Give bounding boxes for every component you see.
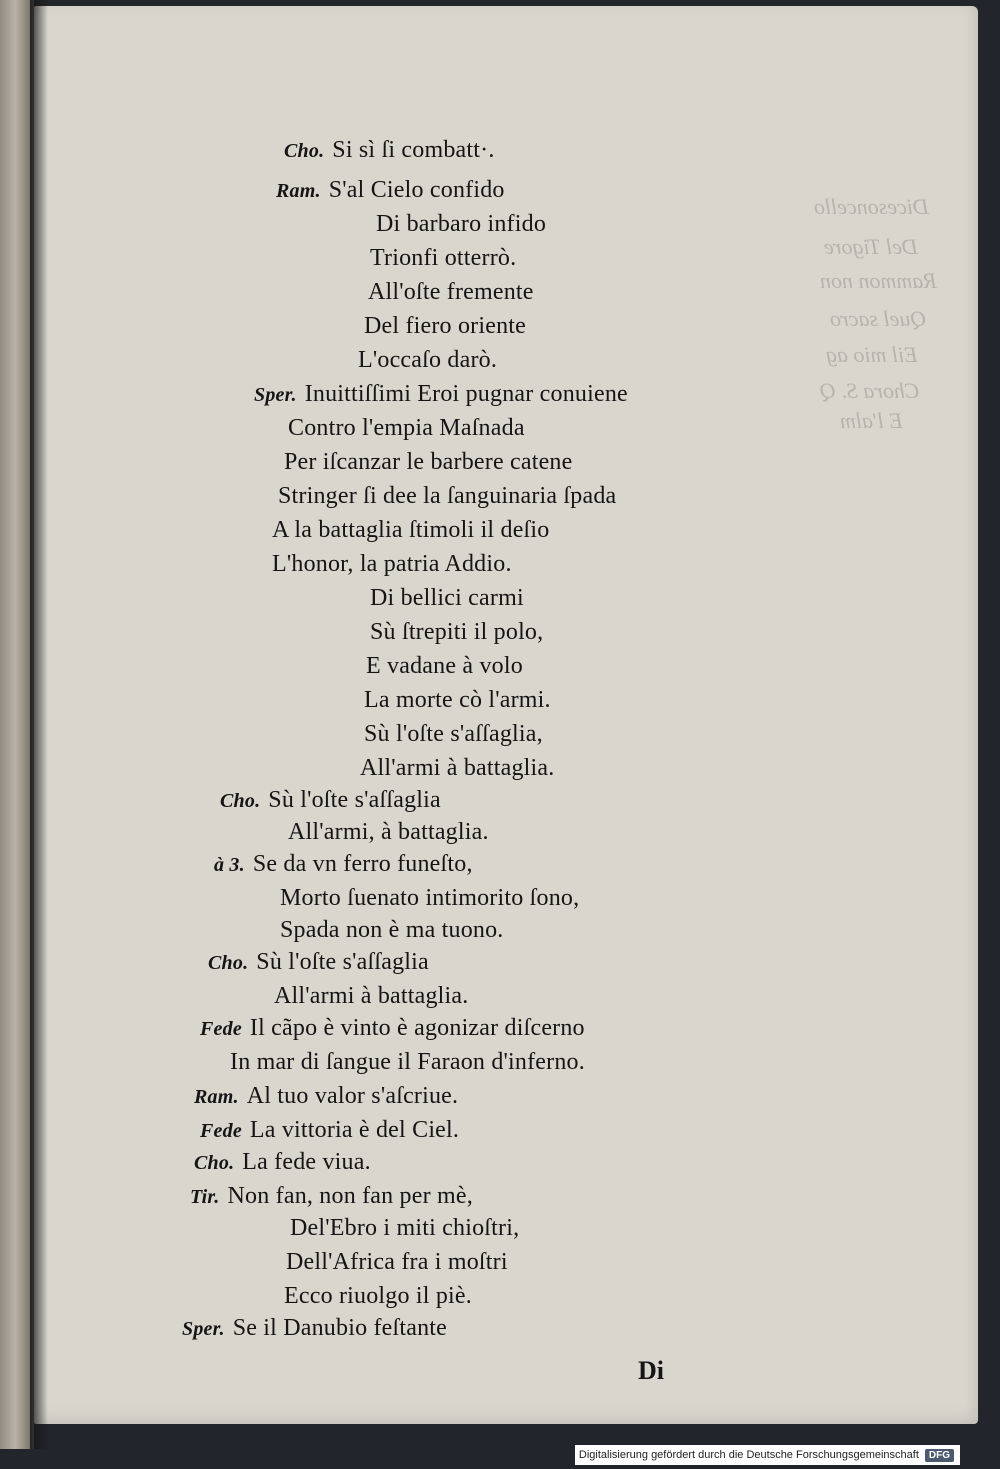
verse-text: Inuittiſſimi Eroi pugnar conuiene xyxy=(304,381,628,407)
verse-line xyxy=(288,816,489,848)
verse-line xyxy=(272,548,512,580)
verse-text: In mar di ſangue il Faraon d'inferno. xyxy=(230,1049,585,1075)
book-page xyxy=(34,6,978,1424)
verse-text: Il cãpo è vinto è agonizar diſcerno xyxy=(249,1015,585,1041)
verse-line xyxy=(284,1280,472,1312)
speaker-label: Sper. xyxy=(182,1318,225,1340)
show-through-text: Eil mio ag xyxy=(826,342,918,367)
verse-line xyxy=(272,514,550,546)
verse-line xyxy=(278,480,616,512)
verse-line xyxy=(358,344,497,376)
verse-line xyxy=(200,1114,459,1147)
verse-line xyxy=(366,650,523,682)
verse-line xyxy=(254,378,628,411)
verse-line xyxy=(274,980,468,1012)
verse-text: Stringer ſi dee la ſanguinaria ſpada xyxy=(278,483,617,509)
speaker-label: Ram. xyxy=(194,1086,239,1108)
verse-text: Spada non è ma tuono. xyxy=(280,917,504,943)
catchword: Di xyxy=(638,1356,664,1385)
verse-text: La morte cò l'armi. xyxy=(364,687,551,713)
verse-line xyxy=(360,752,554,784)
verse-line xyxy=(284,446,572,478)
verse-line xyxy=(370,242,516,274)
speaker-label: Fede xyxy=(200,1120,242,1142)
verse-line xyxy=(364,684,551,716)
speaker-label: Cho. xyxy=(284,140,325,162)
verse-text: Al tuo valor s'aſcriue. xyxy=(246,1083,459,1109)
speaker-label: Tir. xyxy=(190,1186,220,1208)
speaker-label: Cho. xyxy=(208,952,249,974)
show-through-text: E l'alm xyxy=(840,408,903,433)
verse-line xyxy=(214,848,473,881)
verse-text: Per iſcanzar le barbere catene xyxy=(284,449,573,475)
verse-line xyxy=(370,616,543,648)
verse-line xyxy=(290,1212,519,1244)
verse-text: S'al Cielo confido xyxy=(328,177,505,203)
left-page-edge xyxy=(0,0,34,1449)
verse-line xyxy=(376,208,546,240)
speaker-label: Fede xyxy=(200,1018,242,1040)
verse-text: Sù ſtrepiti il polo, xyxy=(370,619,544,645)
verse-line xyxy=(284,134,495,167)
verse-text: All'armi à battaglia. xyxy=(274,983,469,1009)
verse-text: Si sì ſi combatt·. xyxy=(332,137,495,163)
show-through-text: Dicesoncello xyxy=(814,194,929,219)
speaker-label: Cho. xyxy=(220,790,261,812)
verse-line xyxy=(370,582,524,614)
verse-text: La vittoria è del Ciel. xyxy=(249,1117,460,1143)
verse-text: Trionfi otterrò. xyxy=(370,245,517,271)
verse-text: E vadane à volo xyxy=(366,653,523,679)
speaker-label: à 3. xyxy=(214,854,245,876)
show-through-text: Quel sacro xyxy=(830,306,927,331)
verse-line xyxy=(182,1312,447,1345)
show-through-text: Rammon non xyxy=(820,268,937,293)
verse-line xyxy=(280,882,579,914)
verse-text: Ecco riuolgo il piè. xyxy=(284,1283,472,1309)
verse-text: Se il Danubio feſtante xyxy=(232,1315,448,1341)
speaker-label: Sper. xyxy=(254,384,297,406)
verse-text: Del'Ebro i miti chioſtri, xyxy=(290,1215,520,1241)
verse-line xyxy=(364,718,543,750)
verse-text: Morto ſuenato intimorito ſono, xyxy=(280,885,580,911)
verse-line xyxy=(288,412,525,444)
verse-line xyxy=(368,276,534,308)
verse-line xyxy=(208,946,429,979)
speaker-label: Cho. xyxy=(194,1152,235,1174)
verse-text: Del fiero oriente xyxy=(364,313,526,339)
verse-text: Sù l'oſte s'aſſaglia xyxy=(268,787,441,813)
verse-text: Se da vn ferro funeſto, xyxy=(252,851,473,877)
verse-text: Sù l'oſte s'aſſaglia xyxy=(256,949,429,975)
verse-line xyxy=(286,1246,508,1278)
verse-line xyxy=(276,174,505,207)
digitization-footer xyxy=(575,1445,960,1465)
speaker-label: Ram. xyxy=(276,180,321,202)
show-through-text: Del Tigore xyxy=(824,234,918,259)
dfg-logo-icon: DFG xyxy=(925,1449,954,1462)
verse-line xyxy=(194,1080,458,1113)
verse-text: Di bellici carmi xyxy=(370,585,524,611)
verse-line xyxy=(194,1146,371,1179)
verse-text: All'armi à battaglia. xyxy=(360,755,555,781)
verse-line xyxy=(190,1180,473,1213)
verse-line xyxy=(220,784,441,817)
verse-text: Non fan, non fan per mè, xyxy=(227,1183,473,1209)
verse-text: Di barbaro infido xyxy=(376,211,547,237)
verse-text: All'armi, à battaglia. xyxy=(288,819,489,845)
verse-text: La fede viua. xyxy=(242,1149,371,1175)
gutter-shadow xyxy=(30,0,48,1449)
show-through-text: Chora S. Q xyxy=(820,378,920,403)
footer-text: Digitalisierung gefördert durch die Deutsche Forschungsgemeinschaft xyxy=(578,1449,919,1461)
verse-text: L'occaſo darò. xyxy=(358,347,498,373)
verse-line xyxy=(230,1046,585,1078)
verse-text: Dell'Africa fra i moſtri xyxy=(286,1249,508,1275)
verse-text: L'honor, la patria Addio. xyxy=(272,551,512,577)
verse-line xyxy=(200,1012,585,1045)
verse-text: All'oſte fremente xyxy=(368,279,534,305)
verse-text: Contro l'empia Maſnada xyxy=(288,415,525,441)
verse-text: Sù l'oſte s'aſſaglia, xyxy=(364,721,543,747)
verse-line xyxy=(364,310,526,342)
verse-line xyxy=(280,914,504,946)
verse-text: A la battaglia ſtimoli il deſio xyxy=(272,517,550,543)
